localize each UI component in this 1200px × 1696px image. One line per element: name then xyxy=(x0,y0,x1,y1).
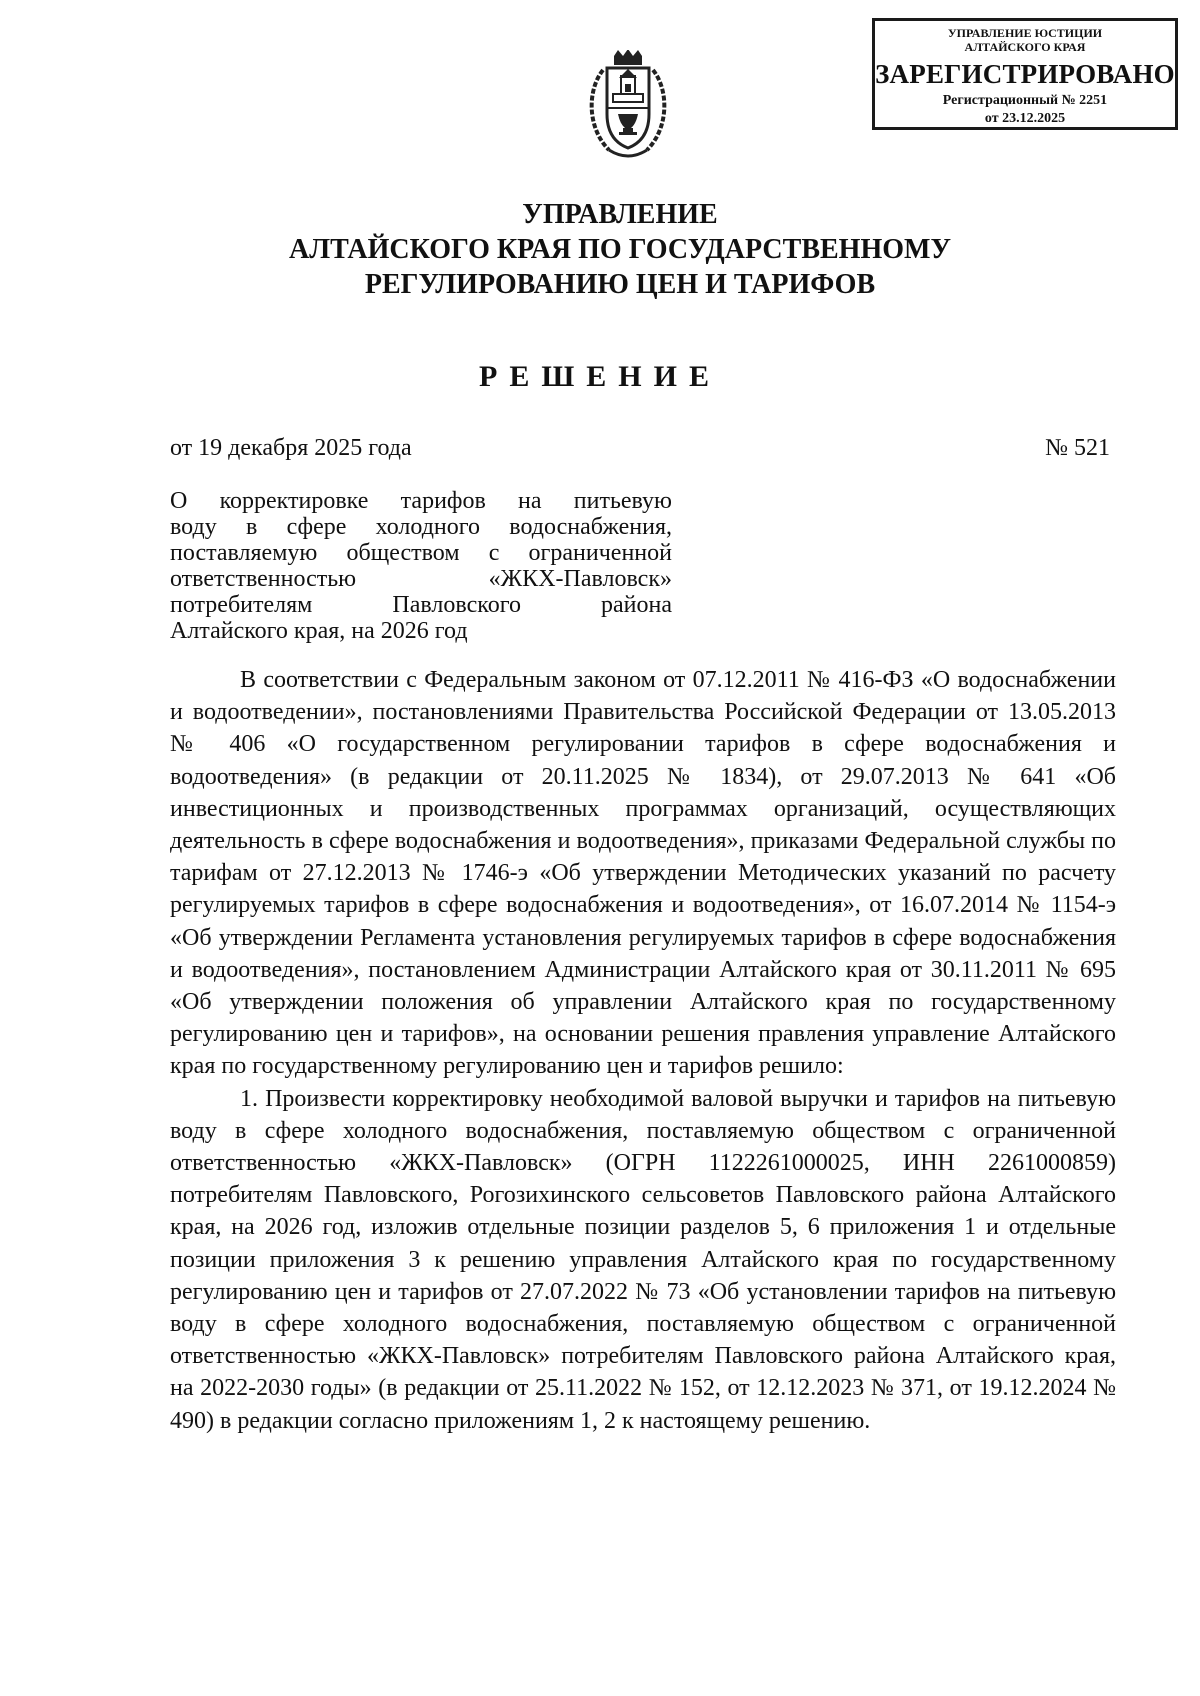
stamp-reg-number: Регистрационный № 2251 xyxy=(942,92,1108,108)
preamble-paragraph: В соответствии с Федеральным законом от 07.12.2011 № 416-ФЗ «О водоснабжении и водоотведении», постановлениями Правительства Российской Федерации от 13.05.2013 № 406 «О государственном регулировании тарифов в сфере водоснабжения и водоотведения» (в редакции от 20.11.2025 № 1834), от 29.07.2013 № 641 «Об инвестиционных и производственных программах организаций, осуществляющих деятельность в сфере водоснабжения и водоотведения», приказами Федеральной службы по тарифам от 27.12.2013 № 1746-э «Об утверждении Методических указаний по расчету регулируемых тарифов в сфере водоснабжения и водоотведения», от 16.07.2014 № 1154-э «Об утверждении Регламента установления регулируемых тарифов в сфере водоснабжения и водоотведения», постановлением Администрации Алтайского края от 30.11.2011 № 695 «Об утверждении положения об управлении Алтайского края по государственному регулированию цен и тарифов», на основании решения правления управление Алтайского края по государственному регулированию цен и тарифов решило: xyxy=(170,667,1116,1080)
stamp-status: ЗАРЕГИСТРИРОВАНО xyxy=(875,59,1175,89)
altai-krai-coat-of-arms-icon xyxy=(583,50,673,168)
issuer-header xyxy=(120,197,1120,302)
document-body xyxy=(170,664,1116,1437)
subject-line: ответственностью «ЖКХ-Павловск» xyxy=(170,566,672,592)
header-line3: РЕГУЛИРОВАНИЮ ЦЕН И ТАРИФОВ xyxy=(364,269,876,300)
document-number: № 521 xyxy=(1045,435,1110,461)
stamp-reg-date: от 23.12.2025 xyxy=(984,111,1066,127)
stamp-org-line2: АЛТАЙСКОГО КРАЯ xyxy=(964,40,1086,54)
stamp-org-line1: УПРАВЛЕНИЕ ЮСТИЦИИ xyxy=(947,26,1103,40)
document-title: РЕШЕНИЕ xyxy=(479,360,721,393)
subject-line: О корректировке тарифов на питьевую xyxy=(170,488,672,514)
subject-line: поставляемую обществом с ограниченной xyxy=(170,540,672,566)
document-subject xyxy=(170,488,672,644)
header-line1: УПРАВЛЕНИЕ xyxy=(522,199,718,230)
document-date: от 19 декабря 2025 года xyxy=(170,435,412,461)
subject-line: потребителям Павловского района xyxy=(170,592,672,618)
stamp-organization xyxy=(875,26,1175,54)
registration-stamp xyxy=(872,18,1178,130)
header-line2: АЛТАЙСКОГО КРАЯ ПО ГОСУДАРСТВЕННОМУ xyxy=(289,234,951,265)
subject-line: воду в сфере холодного водоснабжения, xyxy=(170,514,672,540)
subject-line: Алтайского края, на 2026 год xyxy=(170,618,468,644)
item-1-paragraph: 1. Произвести корректировку необходимой валовой выручки и тарифов на питьевую воду в сфере холодного водоснабжения, поставляемую обществом с ограниченной ответственностью «ЖКХ-Павловск» (ОГРН 1122261000025, ИНН 2261000859) потребителям Павловского, Рогозихинского сельсоветов Павловского района Алтайского края, на 2026 год, изложив отдельные позиции разделов 5, 6 приложения 1 и отдельные позиции приложения 3 к решению управления Алтайского края по государственному регулированию цен и тарифов от 27.07.2022 № 73 «Об установлении тарифов на питьевую воду в сфере холодного водоснабжения, поставляемую обществом с ограниченной ответственностью «ЖКХ-Павловск» потребителям Павловского района Алтайского края, на 2022-2030 годы» (в редакции от 25.11.2022 № 152, от 12.12.2023 № 371, от 19.12.2024 № 490) в редакции согласно приложениям 1, 2 к настоящему решению. xyxy=(170,1085,1116,1434)
